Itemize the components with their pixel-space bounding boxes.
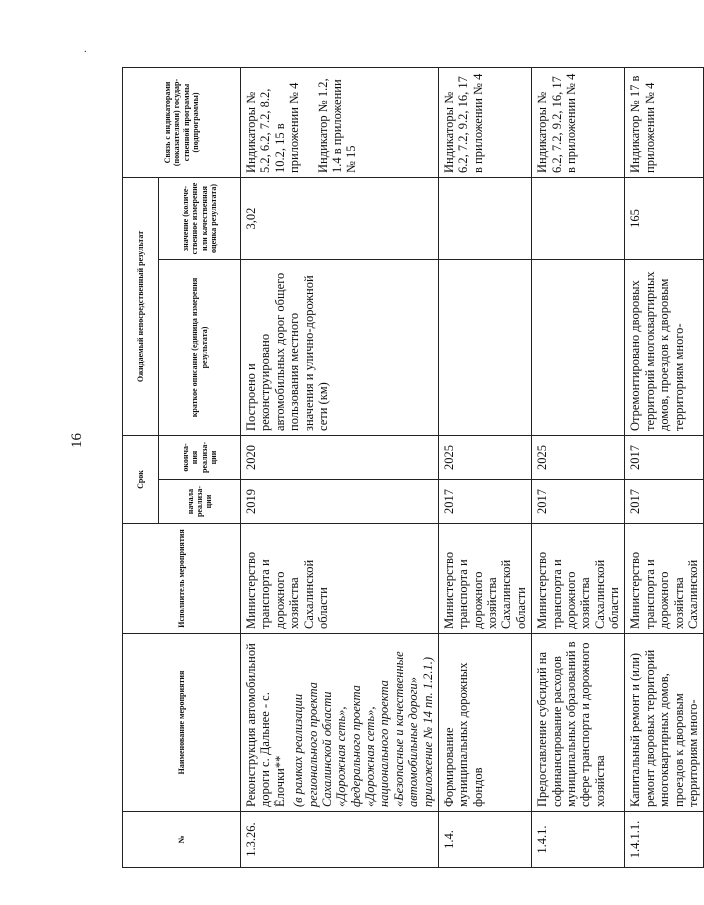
table-row	[625, 68, 704, 868]
header-result: Ожидаемый непосредственный результат	[123, 178, 159, 436]
row-result-desc	[438, 260, 531, 436]
row-start: 2017	[532, 480, 625, 524]
page-number: 16	[69, 433, 85, 448]
row-name: Предоставление субсидий на софинансирование расходов муниципальных образований в сфере транспорта и дорожного хозяйства	[532, 634, 625, 812]
rotated-table-container	[122, 68, 700, 868]
row-indicators-text-2: Индикатор № 1.2, 1.4 в приложении № 15	[315, 78, 359, 173]
row-indicators: Индикатор № 17 в приложении № 4	[625, 68, 704, 178]
row-note: (в рамках реализации регионального проекта Сахалинской области «Дорожная сеть», федерального проекта «Дорожная сеть», национального проекта «Безопасные и качественные автомобильные дороги» приложение № 14 пп. 1.2.1.)	[291, 651, 435, 807]
row-name	[241, 634, 439, 812]
header-term: Срок	[123, 436, 159, 524]
row-result-desc: Построено и реконструировано автомобильных дорог общего пользования местного значения и улично-дорожной сети (км)	[241, 260, 439, 436]
row-indicators	[241, 68, 439, 178]
row-name: Формирование муниципальных дорожных фондов	[438, 634, 531, 812]
header-result-desc: краткое описание (единица измерения результата)	[159, 260, 241, 436]
row-executor: Министерство транспорта и дорожного хозяйства Сахалинской	[625, 524, 704, 634]
row-end: 2025	[438, 436, 531, 480]
row-name-text: Реконструкция автомобильной дороги с. Дальнее - с. Ёлочки**	[244, 643, 287, 807]
header-executor: Исполнитель мероприятия	[123, 524, 241, 634]
header-name: Наименование мероприятия	[123, 634, 241, 812]
row-executor: Министерство транспорта и дорожного хозяйства Сахалинской области	[241, 524, 439, 634]
table-row	[241, 68, 439, 868]
row-result-desc: Отремонтировано дворовых территорий многоквартирных домов, проездов к дворовым территориям много-	[625, 260, 704, 436]
row-result-value	[438, 178, 531, 260]
table-row	[532, 68, 625, 868]
row-result-desc	[532, 260, 625, 436]
header-indicators: Связь с индикаторами (показателями) государ-ственной программы (подпрограммы)	[123, 68, 241, 178]
row-name: Капитальный ремонт и (или) ремонт дворовых территорий многоквартирных домов, проездов к дворовым территориям много-	[625, 634, 704, 812]
header-term-end: оконча-ния реализа-ции	[159, 436, 241, 480]
row-num: 1.4.	[438, 812, 531, 868]
row-end: 2017	[625, 436, 704, 480]
row-start: 2017	[438, 480, 531, 524]
row-num: 1.4.1.	[532, 812, 625, 868]
events-table	[122, 67, 704, 868]
row-result-value: 165	[625, 178, 704, 260]
row-end: 2020	[241, 436, 439, 480]
header-result-value: значение (количе-ственное измерение или качественная оценка результата)	[159, 178, 241, 260]
row-executor: Министерство транспорта и дорожного хозяйства Сахалинской области	[438, 524, 531, 634]
row-num: 1.3.26.	[241, 812, 439, 868]
row-start: 2017	[625, 480, 704, 524]
row-result-value: 3,02	[241, 178, 439, 260]
header-term-start: начала реализа-ции	[159, 480, 241, 524]
header-row-1	[123, 68, 159, 868]
header-num: №	[123, 812, 241, 868]
row-indicators: Индикаторы № 6.2, 7.2, 9.2, 16, 17 в приложении № 4	[438, 68, 531, 178]
row-end: 2025	[532, 436, 625, 480]
stray-dot: .	[84, 44, 87, 55]
row-indicators-text: Индикаторы № 5.2, 6.2, 7.2, 8.2, 10.2, 15 в приложении № 4	[244, 82, 302, 173]
table-row	[438, 68, 531, 868]
row-num: 1.4.1.1.	[625, 812, 704, 868]
row-indicators: Индикаторы № 6.2, 7.2, 9.2, 16, 17 в приложении № 4	[532, 68, 625, 178]
row-start: 2019	[241, 480, 439, 524]
row-executor: Министерство транспорта и дорожного хозяйства Сахалинской области	[532, 524, 625, 634]
row-result-value	[532, 178, 625, 260]
